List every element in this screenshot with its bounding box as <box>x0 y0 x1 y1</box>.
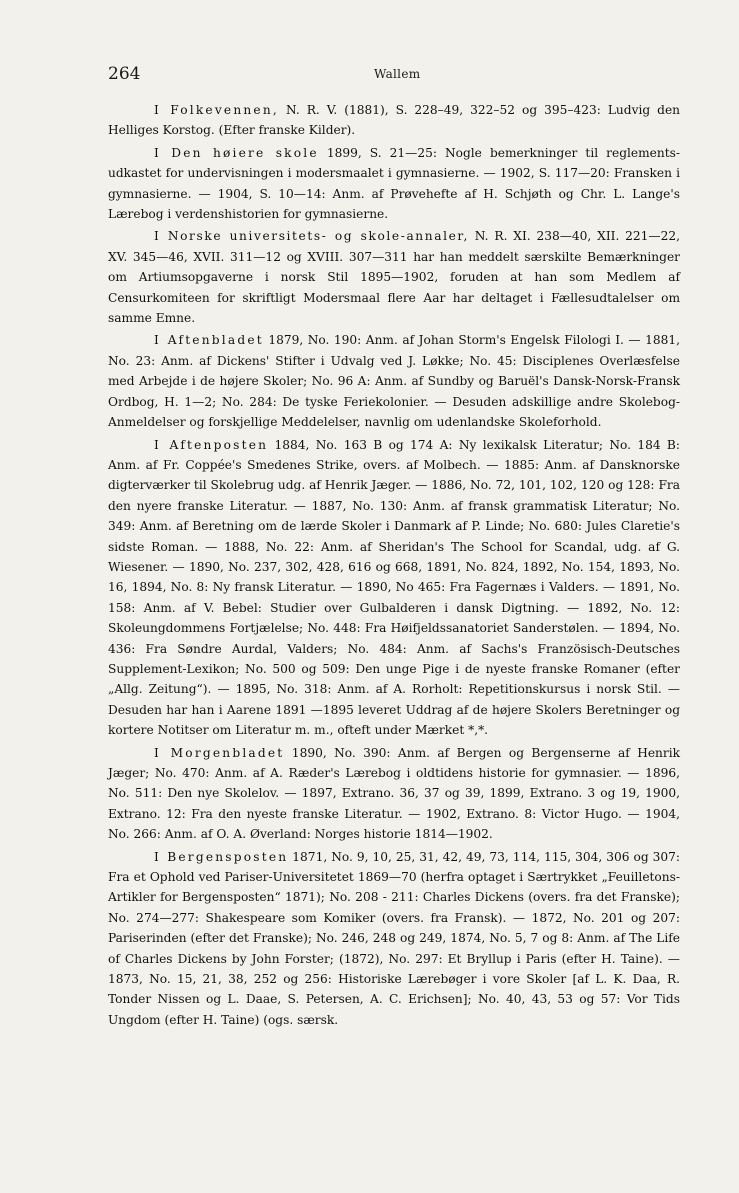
paragraph-lead: I Aftenposten <box>154 437 269 452</box>
paragraph-text: 1899, S. 21—25: Nogle bemerkninger til reglements-udkastet for undervisningen i modersmaalet i gymnasierne. — 1902, S. 117—20: Fransken i gymnasierne. — 1904, S. 10—14: Anm. af Prøvehefte af H. Schjøth og Chr. L. Lange's Lærebog i verdenshistorien for gymnasierne. <box>108 145 680 222</box>
paragraph-text: 1871, No. 9, 10, 25, 31, 42, 49, 73, 114, 115, 304, 306 og 307: Fra et Ophold ved Pariser-Universitetet 1869—70 (herfra optaget i Særtrykket „Feuilletons-Artikler for Bergensposten“ 1871); No. 208 - 211: Charles Dickens (overs. fra det Franske); No. 274—277: Shakespeare som Komiker (overs. fra Fransk). — 1872, No. 201 og 207: Pariserinden (efter det Franske); No. 246, 248 og 249, 1874, No. 5, 7 og 8: Anm. af The Life of Charles Dickens by John Forster; (1872), No. 297: Et Bryllup i Paris (efter H. Taine). — 1873, No. 15, 21, 38, 252 og 256: Historiske Lærebøger i vore Skoler [af L. K. Daa, R. Tonder Nissen og L. Daae, S. Petersen, A. C. Erichsen]; No. 40, 43, 53 og 57: Vor Tids Ungdom (efter H. Taine) (ogs. særsk. <box>108 849 681 1027</box>
page-body <box>108 100 680 1030</box>
paragraph-aftenbladet <box>108 330 680 432</box>
paragraph-bergensposten <box>108 847 680 1031</box>
paragraph-lead: I Morgenbladet <box>154 745 285 760</box>
paragraph-folkevennen <box>108 100 680 141</box>
paragraph-text: N. R. V. (1881), S. 228–49, 322–52 og 395–423: Ludvig den Helliges Korstog. (Efter franske Kilder). <box>108 103 681 138</box>
page-header <box>108 64 680 86</box>
paragraph-morgenbladet <box>108 743 680 845</box>
running-title: Wallem <box>374 67 421 81</box>
paragraph-text: 1890, No. 390: Anm. af Bergen og Bergenserne af Henrik Jæger; No. 470: Anm. af A. Ræder's Lærebog i oldtidens historie for gymnasier. — 1896, No. 511: Den nye Skolelov. — 1897, Extrano. 36, 37 og 39, 1899, Extrano. 3 og 19, 1900, Extrano. 12: Fra den nyeste franske Literatur. — 1902, Extrano. 8: Victor Hugo. — 1904, No. 266: Anm. af O. A. Øverland: Norges historie 1814—1902. <box>108 745 680 842</box>
paragraph-lead: I Folkevennen, <box>154 103 279 117</box>
paragraph-skole-annaler <box>108 226 680 328</box>
paragraph-lead: I Bergensposten <box>154 849 289 864</box>
paragraph-text: 1879, No. 190: Anm. af Johan Storm's Engelsk Filologi I. — 1881, No. 23: Anm. af Dickens' Stifter i Udvalg ved J. Løkke; No. 45: Disciplenes Overlæsfelse med Arbejde i de højere Skoler; No. 96 A: Anm. af Sundby og Baruël's Dansk-Norsk-Fransk Ordbog, H. 1—2; No. 284: De tyske Feriekolonier. — Desuden adskillige andre Skolebog-Anmeldelser og forskjellige Meddelelser, navnlig om udenlandske Skoleforhold. <box>108 333 680 430</box>
paragraph-lead: I Norske universitets- og skole-annaler, <box>154 229 469 244</box>
paragraph-den-hoiere-skole <box>108 143 680 225</box>
paragraph-lead: I Den høiere skole <box>154 145 319 160</box>
page-number: 264 <box>108 64 141 84</box>
paragraph-text: N. R. XI. 238—40, XII. 221—22, XV. 345—46, XVII. 311—12 og XVIII. 307—311 har han meddelt særskilte Bemærkninger om Artiumsopgaverne i norsk Stil 1895—1902, foruden at han som Medlem af Censurkomiteen for skriftligt Modersmaal flere Aar har deltaget i Fællesudtalelser om samme Emne. <box>108 229 680 326</box>
paragraph-text: 1884, No. 163 B og 174 A: Ny lexikalsk Literatur; No. 184 B: Anm. af Fr. Coppée's Smedenes Strike, overs. af Molbech. — 1885: Anm. af Dansknorske digterværker til Skolebrug udg. af Henrik Jæger. — 1886, No. 72, 101, 102, 120 og 128: Fra den nyere franske Literatur. — 1887, No. 130: Anm. af fransk grammatisk Literatur; No. 349: Anm. af Beretning om de lærde Skoler i Danmark af P. Linde; No. 680: Jules Claretie's sidste Roman. — 1888, No. 22: Anm. af Sheridan's The School for Scandal, udg. af G. Wiesener. — 1890, No. 237, 302, 428, 616 og 668, 1891, No. 824, 1892, No. 154, 1893, No. 16, 1894, No. 8: Ny fransk Literatur. — 1890, No 465: Fra Fagernæs i Valders. — 1891, No. 158: Anm. af V. Bebel: Studier over Gulbalderen i dansk Digtning. — 1892, No. 12: Skoleungdommens Fortjælelse; No. 448: Fra Høifjeldssanatoriet Sanderstølen. — 1894, No. 436: Fra Søndre Aurdal, Valders; No. 484: Anm. af Sachs's Französisch-Deutsches Supplement-Lexikon; No. 500 og 509: Den unge Pige i de nyeste franske Romaner (efter „Allg. Zeitung“). — 1895, No. 318: Anm. af A. Rorholt: Repetitionskursus i norsk Stil. — Desuden har han i Aarene 1891 —1895 leveret Uddrag af de højere Skolers Beretninger og kortere Notitser om Literatur m. m., ofteft under Mærket *,*. <box>108 437 680 738</box>
paragraph-aftenposten <box>108 435 680 741</box>
paragraph-lead: I Aftenbladet <box>154 333 264 348</box>
